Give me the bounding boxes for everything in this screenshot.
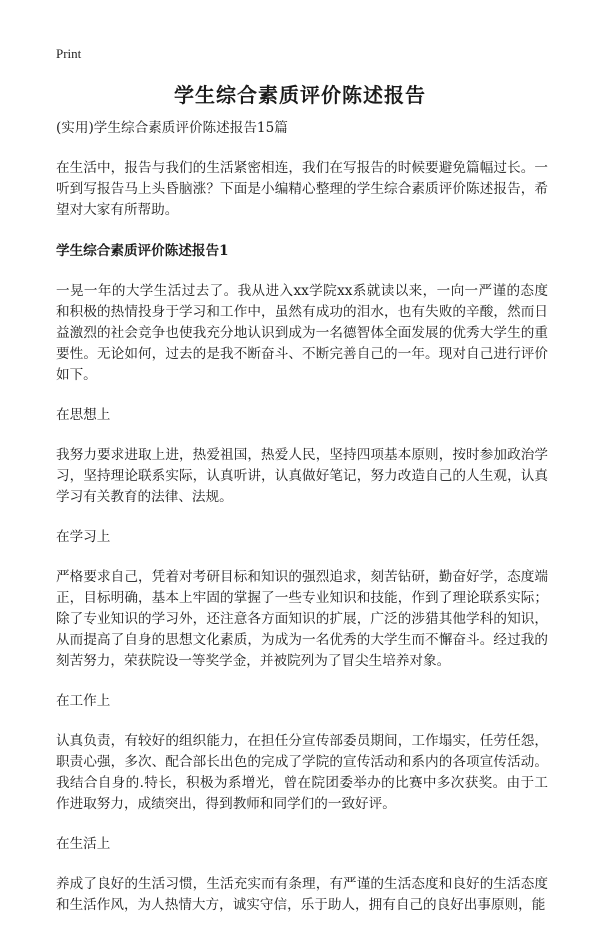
subsection-heading: 在生活上 <box>56 836 111 852</box>
body-paragraph: 认真负责，有较好的组织能力，在担任分宣传部委员期间，工作塌实，任劳任怨，职责心强，多次、配合部长出色的完成了学院的宣传活动和系内的各项宣传活动。我结合自身的.特长，积极为系增光，曾在院团委举办的比赛中多次获奖。由于工作进取努力，成绩突出，得到教师和同学们的一致好评。 <box>56 733 548 812</box>
subsection-heading: 在工作上 <box>56 693 111 709</box>
subsection-heading: 在学习上 <box>56 529 111 545</box>
intro-paragraph: 在生活中，报告与我们的生活紧密相连，我们在写报告的时候要避免篇幅过长。一听到写报告马上头昏脑涨？下面是小编精心整理的学生综合素质评价陈述报告，希望对大家有所帮助。 <box>56 160 548 218</box>
article-body <box>56 118 548 935</box>
body-paragraph: 我努力要求进取上进，热爱祖国，热爱人民，坚持四项基本原则，按时参加政治学习，坚持理论联系实际，认真听讲，认真做好笔记，努力改造自己的人生观，认真学习有关教育的法律、法规。 <box>56 447 548 505</box>
section-heading: 学生综合素质评价陈述报告1 <box>56 243 229 259</box>
print-link[interactable]: Print <box>56 46 82 61</box>
body-paragraph: 严格要求自己，凭着对考研目标和知识的强烈追求，刻苦钻研，勤奋好学，态度端正，目标明确，基本上牢固的掌握了一些专业知识和技能，作到了理论联系实际；除了专业知识的学习外，还注意各方面知识的扩展，广泛的涉猎其他学科的知识，从而提高了自身的思想文化素质，为成为一名优秀的大学生而不懈奋斗。经过我的刻苦努力，荣获院设一等奖学金，并被院列为了冒尖生培养对象。 <box>56 569 548 669</box>
body-paragraph: 养成了良好的生活习惯，生活充实而有条理，有严谨的生活态度和良好的生活态度和生活作风，为人热情大方，诚实守信，乐于助人，拥有自己的良好出事原则，能 <box>56 876 548 913</box>
article-subtitle: (实用)学生综合素质评价陈述报告15篇 <box>56 120 288 136</box>
subsection-heading: 在思想上 <box>56 407 111 423</box>
page-title: 学生综合素质评价陈述报告 <box>174 83 426 107</box>
body-paragraph: 一晃一年的大学生活过去了。我从进入xx学院xx系就读以来，一向一严谨的态度和积极的热情投身于学习和工作中，虽然有成功的泪水，也有失败的辛酸，然而日益激烈的社会竞争也使我充分地认识到成为一名德智体全面发展的优秀大学生的重要性。无论如何，过去的是我不断奋斗、不断完善自己的一年。现对自己进行评价如下。 <box>56 283 548 383</box>
